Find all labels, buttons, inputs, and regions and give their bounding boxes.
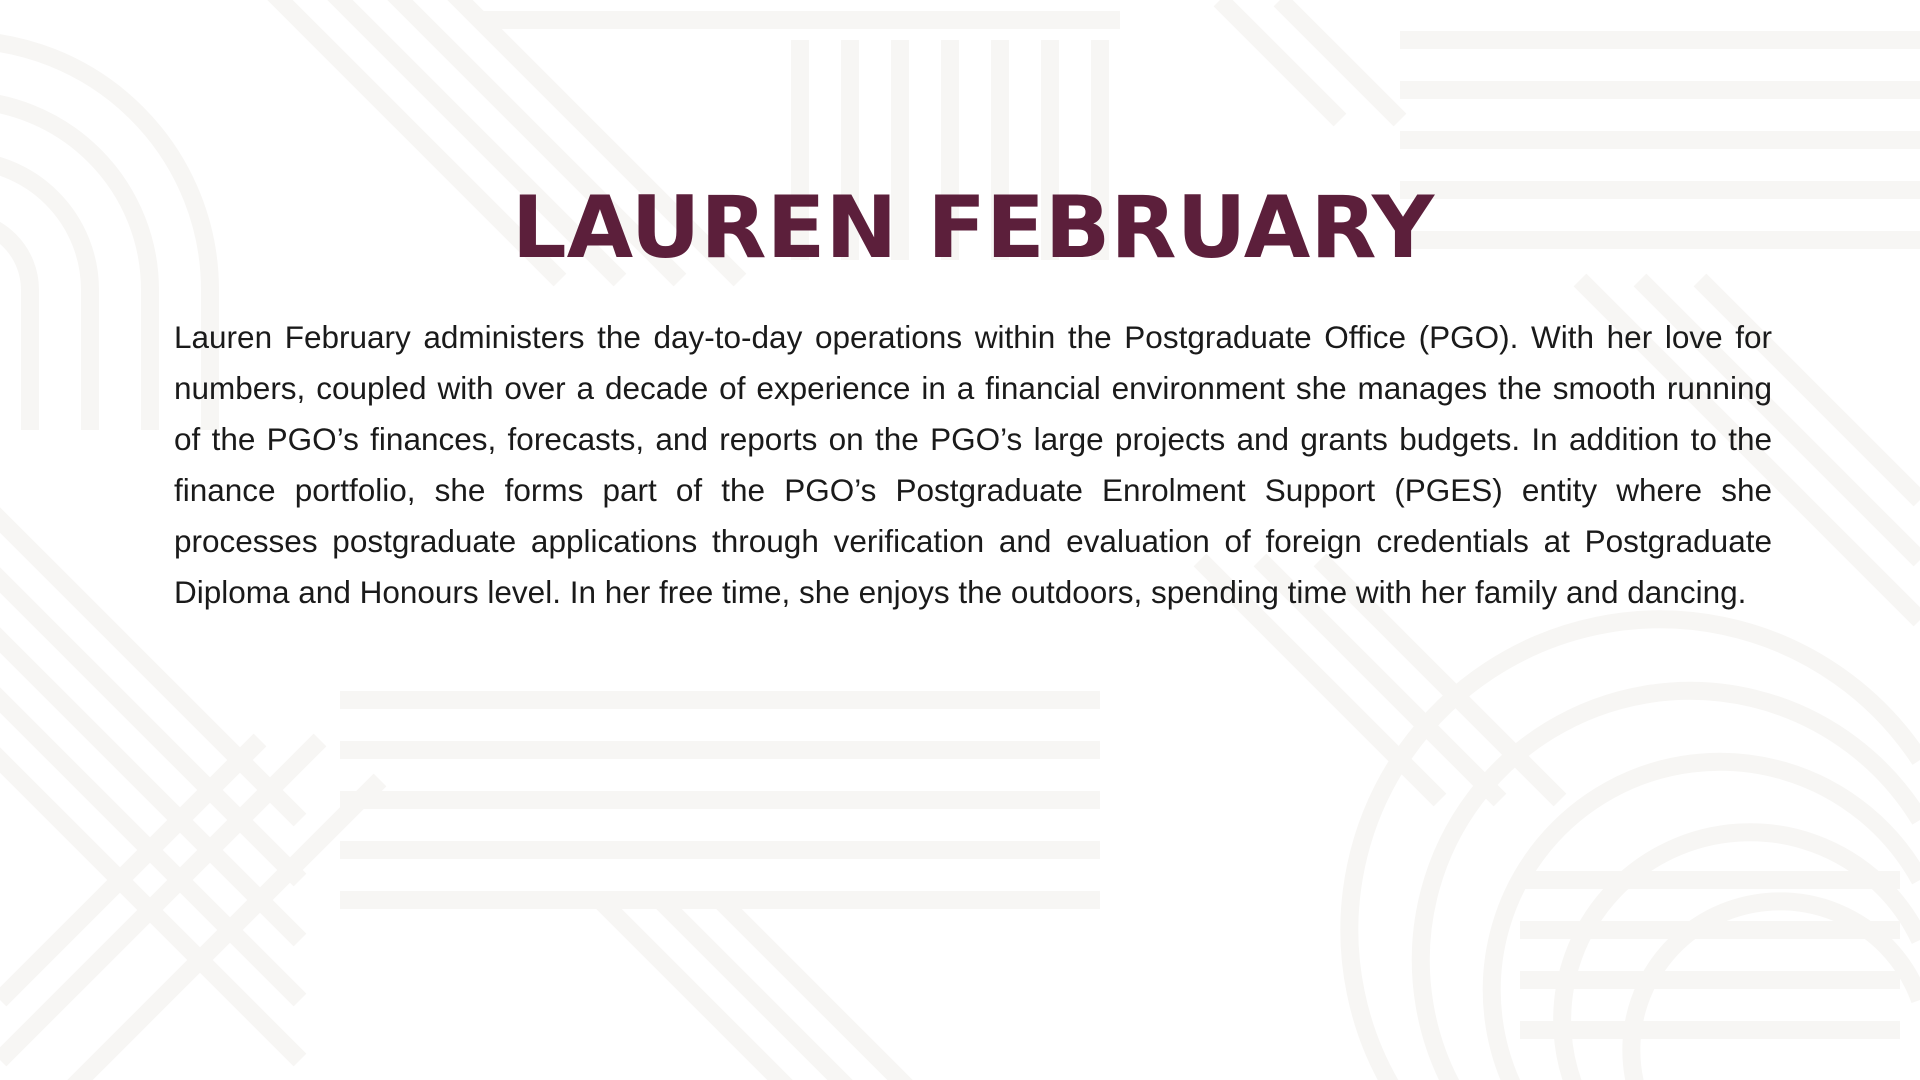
bio-paragraph: Lauren February administers the day-to-day operations within the Postgraduate Office (PGO). With her love for numbers, coupled with over a decade of experience in a financial environment she manages the smooth running of the PGO’s finances, forecasts, and reports on the PGO’s large projects and grants budgets. In addition to the finance portfolio, she forms part of the PGO’s Postgraduate Enrolment Support (PGES) entity where she processes postgraduate applications through verification and evaluation of foreign credentials at Postgraduate Diploma and Honours level. In her free time, she enjoys the outdoors, spending time with her family and dancing. <box>174 319 1772 610</box>
page-title: LAUREN FEBRUARY <box>511 178 1435 278</box>
content-area <box>174 170 1772 618</box>
